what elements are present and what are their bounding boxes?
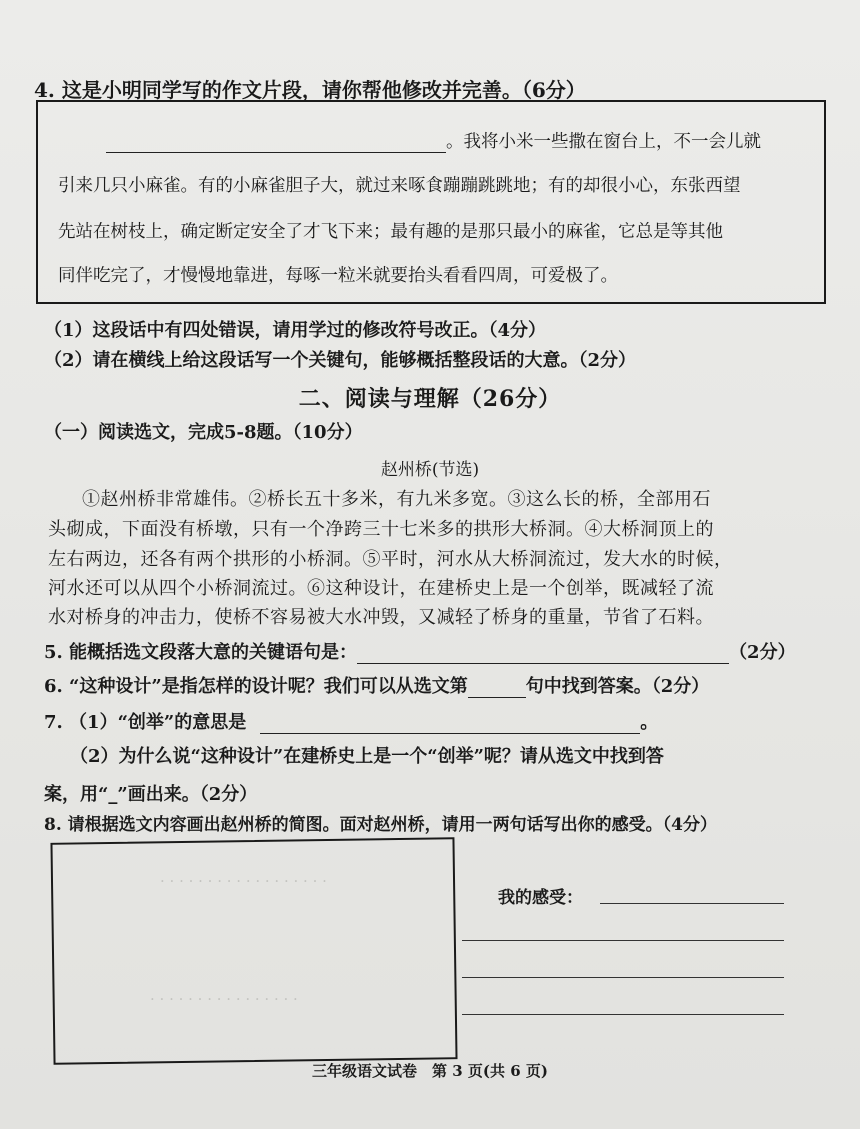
question-8: 8. 请根据选文内容画出赵州桥的简图。面对赵州桥，请用一两句话写出你的感受。（4分） — [44, 815, 717, 835]
essay-box — [36, 100, 826, 304]
feeling-line-2[interactable] — [462, 940, 784, 941]
passage-line-4: 河水还可以从四个小桥洞流过。⑥这种设计，在建桥史上是一个创举，既减轻了流 — [48, 578, 714, 599]
passage-line-1: ①赵州桥非常雄伟。②桥长五十多米，有九米多宽。③这么长的桥，全部用石 — [82, 489, 711, 510]
key-sentence-blank[interactable] — [106, 134, 446, 153]
passage-line-2: 头砌成，下面没有桥墩，只有一个净跨三十七米多的拱形大桥洞。④大桥洞顶上的 — [48, 519, 714, 540]
question-5-answer-line[interactable] — [357, 647, 729, 664]
show-through-text: · · · · · · · · · · · · · · · · — [150, 990, 298, 1008]
question-7-2: （2）为什么说“这种设计”在建桥史上是一个“创举”呢？请从选文中找到答 — [70, 746, 664, 767]
question-7-1-tail: 。 — [640, 712, 659, 733]
question-7-1-text: 7. （1）“创举”的意思是 — [44, 712, 247, 733]
feeling-line-3[interactable] — [462, 977, 784, 978]
q4-sub2: （2）请在横线上给这段话写一个关键句，能够概括整段话的大意。（2分） — [44, 350, 637, 371]
show-through-text: · · · · · · · · · · · · · · · · · · — [160, 872, 327, 890]
question-6-tail: 句中找到答案。（2分） — [525, 676, 710, 697]
essay-line-4: 同伴吃完了，才慢慢地靠进，每啄一粒米就要抬头看看四周，可爱极了。 — [58, 266, 618, 286]
question-6-answer-line[interactable] — [468, 681, 526, 698]
passage-title: 赵州桥(节选) — [380, 460, 480, 480]
question-6 — [44, 672, 709, 698]
section-2-title: 二、阅读与理解（26分） — [298, 386, 562, 412]
feeling-label: 我的感受： — [498, 888, 583, 908]
passage-line-5: 水对桥身的冲击力，使桥不容易被大水冲毁，又减轻了桥身的重量，节省了石料。 — [48, 607, 714, 628]
question-7-1 — [44, 708, 658, 734]
feeling-line-4[interactable] — [462, 1014, 784, 1015]
question-5-text: 5. 能概括选文段落大意的关键语句是： — [44, 642, 358, 663]
passage-line-3: 左右两边，还各有两个拱形的小桥洞。⑤平时，河水从大桥洞流过，发大水的时候， — [48, 549, 733, 570]
question-7-2-cont: 案，用“_”画出来。（2分） — [44, 784, 258, 805]
q4-sub1: （1）这段话中有四处错误，请用学过的修改符号改正。（4分） — [44, 320, 547, 341]
part-1-title: （一）阅读选文，完成5-8题。（10分） — [44, 422, 363, 443]
essay-line-1 — [58, 128, 761, 153]
question-7-1-answer-line[interactable] — [260, 717, 640, 734]
page-footer: 三年级语文试卷 第 3 页(共 6 页) — [312, 1062, 548, 1080]
question-4-title: 4. 这是小明同学写的作文片段，请你帮他修改并完善。（6分） — [34, 78, 586, 102]
question-5-score: （2分） — [729, 642, 796, 663]
essay-line-1-text: 。我将小米一些撒在窗台上，不一会儿就 — [446, 132, 761, 152]
essay-line-3: 先站在树枝上，确定断定安全了才飞下来；最有趣的是那只最小的麻雀，它总是等其他 — [58, 222, 723, 242]
question-5 — [44, 638, 796, 664]
question-6-text: 6. “这种设计”是指怎样的设计呢？我们可以从选文第 — [44, 676, 468, 697]
essay-line-2: 引来几只小麻雀。有的小麻雀胆子大，就过来啄食蹦蹦跳跳地；有的却很小心，东张西望 — [58, 176, 741, 196]
feeling-line-1[interactable] — [600, 903, 784, 904]
